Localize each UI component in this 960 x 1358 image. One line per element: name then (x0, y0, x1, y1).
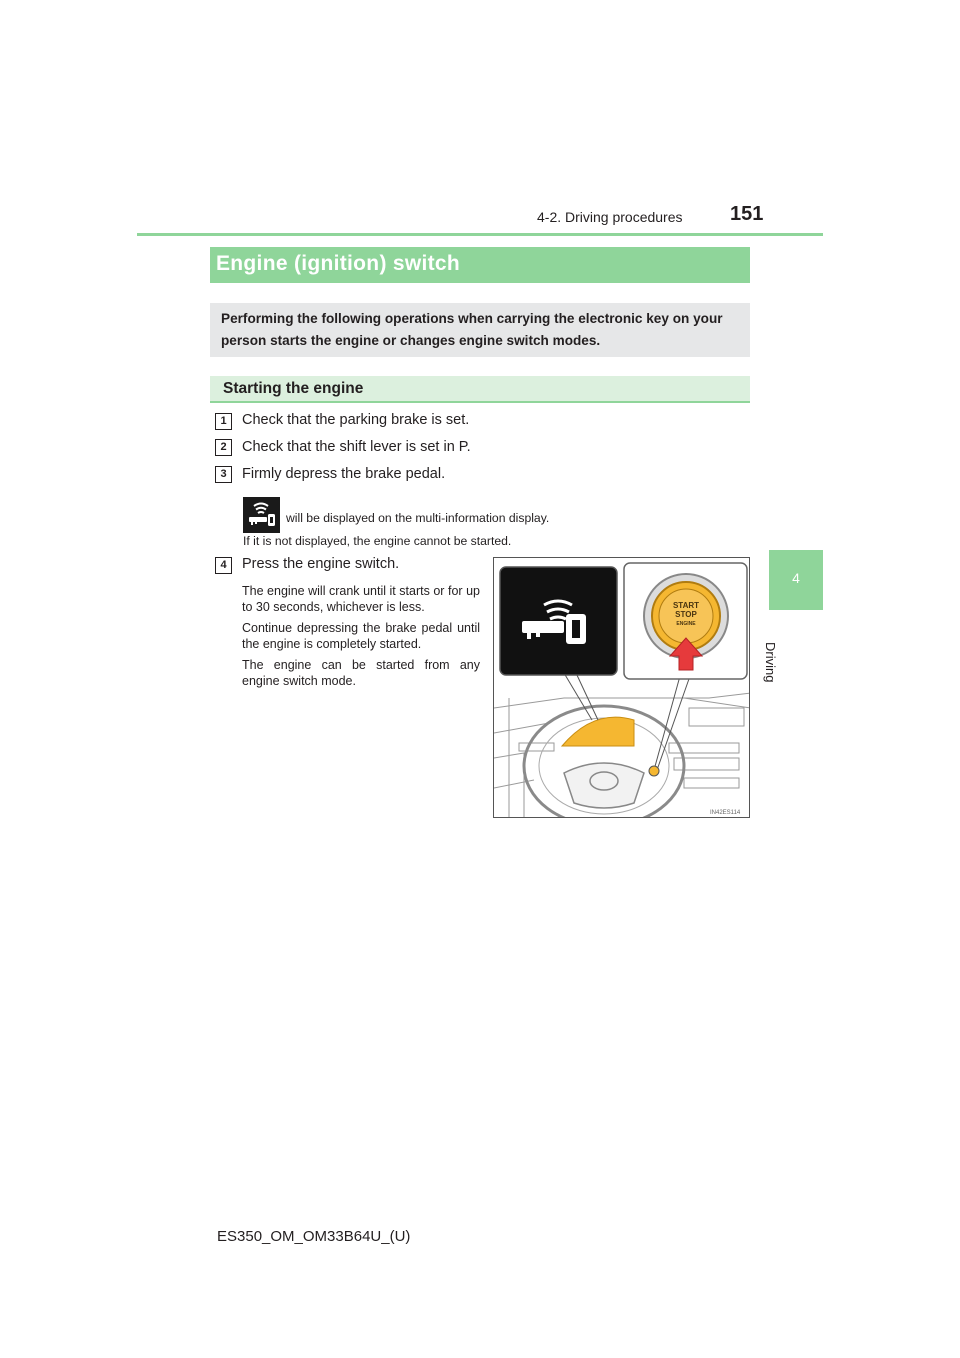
button-label-engine: ENGINE (676, 621, 696, 627)
step-4-paragraph-1: The engine will crank until it starts or for up to 30 seconds, whichever is less. (242, 584, 480, 614)
step-number-1: 1 (215, 413, 232, 430)
button-label-start: START (672, 601, 700, 610)
intro-text: Performing the following operations when carrying the electronic key on your person starts the engine or changes engine switch modes. (221, 311, 723, 348)
step-4-paragraph-3: The engine can be started from any engine switch mode. (242, 658, 480, 688)
page-number: 151 (730, 203, 764, 225)
illustration-code: IN42ES114 (710, 810, 741, 816)
page-title-bar (210, 247, 750, 283)
chapter-label (763, 618, 824, 683)
step-4-paragraph-2: Continue depressing the brake pedal until the engine is completely started. (242, 621, 480, 651)
step-text-4: Press the engine switch. (242, 556, 400, 572)
header-rule (137, 233, 823, 236)
engine-switch-illustration (493, 557, 750, 818)
step-text-2: Check that the shift lever is set in P. (242, 439, 471, 455)
section-heading: Starting the engine (223, 380, 364, 397)
step-number-4: 4 (215, 557, 232, 574)
section-heading-bar (210, 376, 750, 403)
step-text-3: Firmly depress the brake pedal. (242, 466, 446, 482)
step-3-note-1: will be displayed on the multi-information display. (286, 511, 550, 525)
step-3-note-2: If it is not displayed, the engine cannot be started. (243, 534, 512, 548)
step-number-2: 2 (215, 439, 232, 456)
intro-box (210, 303, 750, 357)
document-code: ES350_OM_OM33B64U_(U) (217, 1228, 411, 1245)
running-head: 4-2. Driving procedures (537, 209, 683, 225)
page-title: Engine (ignition) switch (216, 252, 461, 275)
chapter-label-text: Driving (763, 642, 778, 683)
key-indicator-icon (243, 497, 280, 533)
button-label-stop: STOP (675, 610, 697, 619)
chapter-tab: 4 (769, 550, 823, 610)
step-text-1: Check that the parking brake is set. (242, 412, 470, 428)
step-number-3: 3 (215, 466, 232, 483)
